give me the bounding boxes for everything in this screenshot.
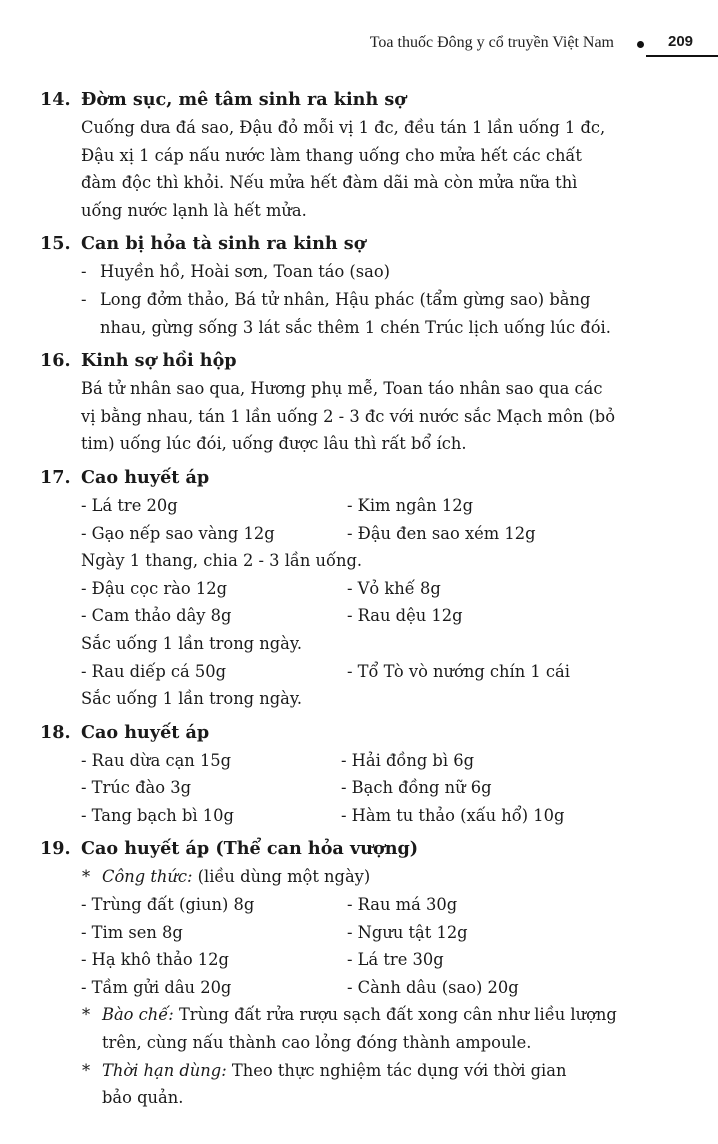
header-rule — [646, 55, 718, 57]
ingredient-row: - Gạo nếp sao vàng 12g - Đậu đen sao xém 12g — [81, 523, 536, 543]
usage-note: * Thời hạn dùng: Theo thực nghiệm tác dụng với thời gian bảo quản. — [82, 1060, 567, 1108]
section-body — [40, 114, 660, 224]
formula-note: * Công thức: (liều dùng một ngày) — [82, 867, 371, 887]
ingredient-row: - Hạ khô thảo 12g - Lá tre 30g — [81, 950, 444, 970]
ingredient-row: - Rau diếp cá 50g - Tổ Tò vò nướng chín 1 cái — [81, 661, 570, 681]
header-dot — [637, 41, 644, 48]
ingredient-row: - Tầm gửi dâu 20g - Cành dâu (sao) 20g — [81, 977, 519, 997]
ingredient-row: - Tang bạch bì 10g - Hàm tu thảo (xấu hổ) 10g — [81, 805, 565, 825]
list-item: - Huyền hồ, Hoài sơn, Toan táo (sao) — [81, 262, 391, 282]
section-heading: 19. Cao huyết áp (Thể can hỏa vượng) — [40, 838, 419, 860]
page-header — [0, 30, 718, 70]
text-line: tim) uống lúc đói, uống được lâu thì rất bổ ích. — [81, 434, 467, 454]
ingredient-row: - Trùng đất (giun) 8g - Rau má 30g — [81, 895, 458, 915]
note-line: Sắc uống 1 lần trong ngày. — [81, 689, 303, 709]
page-number: 209 — [668, 33, 694, 50]
section-18 — [40, 719, 660, 830]
section-heading: 16. Kinh sợ hồi hộp — [40, 350, 237, 372]
section-heading: 17. Cao huyết áp — [40, 466, 210, 488]
page-content — [40, 86, 660, 1118]
ingredient-row: - Lá tre 20g - Kim ngân 12g — [81, 495, 474, 515]
text-line: vị bằng nhau, tán 1 lần uống 2 - 3 đc với nước sắc Mạch môn (bỏ — [81, 406, 616, 426]
preparation-note: * Bào chế: Trùng đất rửa rượu sạch đất xong cân như liều lượng trên, cùng nấu thành cao lỏng đóng thành ampoule. — [82, 1005, 617, 1053]
list-item: - Long đởm thảo, Bá tử nhân, Hậu phác (tẩm gừng sao) bằng nhau, gừng sống 3 lát sắc thêm 1 chén Trúc lịch uống lúc đói. — [81, 289, 611, 337]
section-17 — [40, 464, 660, 713]
section-19 — [40, 835, 660, 1111]
text-line: Đậu xị 1 cáp nấu nước làm thang uống cho mửa hết các chất — [81, 145, 582, 165]
note-line: Ngày 1 thang, chia 2 - 3 lần uống. — [81, 551, 363, 571]
section-heading: 18. Cao huyết áp — [40, 721, 210, 743]
section-16 — [40, 347, 660, 458]
text-line: Bá tử nhân sao qua, Hương phụ mễ, Toan táo nhân sao qua các — [81, 379, 603, 399]
ingredient-row: - Trúc đào 3g - Bạch đồng nữ 6g — [81, 778, 492, 798]
section-body — [40, 375, 660, 458]
text-line: uống nước lạnh là hết mửa. — [81, 200, 307, 220]
running-title: Toa thuốc Đông y cổ truyền Việt Nam — [369, 34, 614, 51]
text-line: đàm độc thì khỏi. Nếu mửa hết đàm dãi mà còn mửa nữa thì — [81, 173, 578, 193]
ingredient-row: - Tim sen 8g - Ngưu tật 12g — [81, 922, 468, 942]
section-heading: 15. Can bị hỏa tà sinh ra kinh sợ — [40, 233, 366, 255]
section-heading: 14. Đờm sục, mê tâm sinh ra kinh sợ — [40, 89, 407, 110]
ingredient-row: - Cam thảo dây 8g - Rau dệu 12g — [81, 606, 463, 626]
note-line: Sắc uống 1 lần trong ngày. — [81, 633, 303, 653]
section-15 — [40, 230, 660, 341]
ingredient-row: - Đậu cọc rào 12g - Vỏ khế 8g — [81, 578, 441, 598]
section-14 — [40, 86, 660, 224]
ingredient-row: - Rau dừa cạn 15g - Hải đồng bì 6g — [81, 750, 475, 770]
text-line: Cuống dưa đá sao, Đậu đỏ mỗi vị 1 đc, đều tán 1 lần uống 1 đc, — [81, 118, 606, 137]
